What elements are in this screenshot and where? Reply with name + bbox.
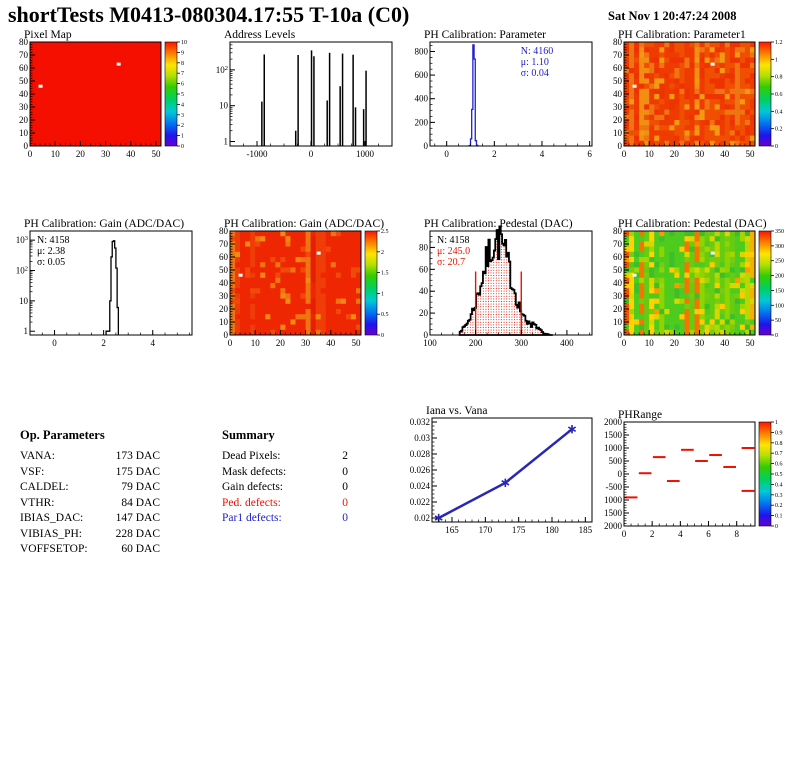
svg-text:4: 4: [181, 102, 184, 109]
svg-text:0.1: 0.1: [775, 513, 783, 520]
svg-text:50: 50: [775, 318, 781, 325]
svg-text:0: 0: [27, 149, 33, 159]
svg-text:0: 0: [423, 141, 428, 151]
panel-gain-map: [204, 217, 400, 351]
svg-text:0.7: 0.7: [775, 451, 783, 458]
svg-text:80: 80: [613, 37, 622, 47]
svg-text:20: 20: [613, 115, 622, 125]
row-label: Par1 defects:: [222, 512, 282, 524]
svg-text:N: 4160: N: 4160: [520, 46, 554, 57]
phrange-chart: [598, 408, 794, 542]
svg-text:1000: 1000: [604, 495, 622, 505]
svg-text:165: 165: [445, 525, 459, 535]
svg-text:60: 60: [219, 252, 228, 262]
svg-text:50: 50: [613, 265, 622, 275]
svg-text:0: 0: [621, 529, 627, 539]
svg-text:300: 300: [775, 243, 784, 250]
svg-text:80: 80: [219, 226, 228, 236]
svg-text:50: 50: [745, 338, 755, 348]
gain-map-chart: [204, 217, 400, 351]
summary-block: [222, 428, 348, 527]
svg-text:Iana vs. Vana: Iana vs. Vana: [426, 405, 488, 417]
row-label: IBIAS_DAC:: [20, 512, 84, 524]
row-label: CALDEL:: [20, 481, 69, 493]
svg-text:300: 300: [514, 338, 529, 348]
svg-text:0.03: 0.03: [414, 433, 430, 443]
table-row: [222, 496, 348, 512]
svg-text:10: 10: [181, 40, 187, 46]
svg-text:0: 0: [423, 330, 428, 340]
svg-text:0.032: 0.032: [409, 417, 430, 427]
svg-text:0.8: 0.8: [775, 440, 783, 447]
svg-text:10: 10: [613, 128, 622, 138]
svg-text:0: 0: [308, 149, 314, 159]
svg-text:40: 40: [720, 149, 730, 159]
row-label: Gain defects:: [222, 481, 283, 493]
row-value: 79 DAC: [121, 481, 160, 493]
svg-text:10: 10: [250, 338, 260, 348]
svg-text:40: 40: [326, 338, 336, 348]
svg-text:PH Calibration: Parameter1: PH Calibration: Parameter1: [618, 29, 746, 41]
svg-text:20: 20: [275, 338, 285, 348]
svg-text:30: 30: [101, 149, 111, 159]
svg-text:0.6: 0.6: [775, 92, 783, 98]
svg-text:40: 40: [126, 149, 136, 159]
svg-text:200: 200: [414, 117, 428, 128]
svg-text:2.5: 2.5: [381, 229, 389, 235]
svg-text:170: 170: [478, 525, 493, 535]
svg-text:Address Levels: Address Levels: [224, 29, 296, 41]
svg-text:60: 60: [613, 63, 622, 73]
page-title: shortTests M0413-080304.17:55 T-10a (C0): [8, 2, 410, 27]
svg-text:σ: 20.7: σ: 20.7: [437, 257, 466, 268]
row-value: 0: [342, 496, 348, 509]
svg-text:150: 150: [775, 288, 784, 295]
svg-text:103: $10^3$: [15, 235, 28, 246]
table-row: [20, 449, 160, 465]
svg-text:0: 0: [181, 144, 184, 150]
svg-text:30: 30: [301, 338, 311, 348]
svg-text:0.028: 0.028: [409, 449, 430, 459]
svg-text:0: 0: [444, 149, 449, 159]
table-row: [20, 542, 160, 558]
svg-text:40: 40: [419, 286, 428, 297]
svg-text:0: 0: [775, 333, 778, 339]
svg-text:100: 100: [423, 338, 437, 348]
svg-text:80: 80: [613, 226, 622, 236]
svg-text:102: $10^2$: [215, 64, 228, 75]
svg-text:40: 40: [19, 89, 28, 99]
svg-text:30: 30: [613, 291, 622, 301]
svg-text:1500: 1500: [604, 508, 622, 518]
table-row: [20, 511, 160, 527]
svg-text:20: 20: [419, 308, 428, 319]
svg-text:PH Calibration: Gain (ADC/DAC): PH Calibration: Gain (ADC/DAC): [24, 218, 185, 230]
svg-text:0.5: 0.5: [775, 472, 783, 478]
panel-pedestal-hist: [404, 217, 600, 351]
svg-text:80: 80: [419, 242, 428, 253]
svg-text:0: 0: [617, 141, 622, 151]
row-value: 0: [342, 481, 348, 493]
svg-text:500: 500: [608, 456, 622, 466]
svg-text:70: 70: [613, 50, 622, 60]
ph-parameter1-map-chart: [598, 28, 794, 162]
svg-text:102: $10^2$: [15, 265, 28, 276]
svg-text:30: 30: [695, 149, 705, 159]
svg-text:0.6: 0.6: [775, 461, 783, 468]
svg-text:20: 20: [19, 115, 28, 125]
svg-text:0.9: 0.9: [775, 430, 783, 437]
svg-text:30: 30: [695, 338, 705, 348]
svg-text:180: 180: [545, 525, 559, 535]
row-label: VSF:: [20, 465, 45, 478]
svg-text:0: 0: [775, 144, 778, 150]
summary-title: Summary: [222, 428, 275, 442]
svg-text:60: 60: [19, 63, 28, 73]
svg-text:3: 3: [181, 112, 184, 119]
row-label: VTHR:: [20, 496, 55, 509]
svg-text:10: 10: [644, 149, 654, 159]
svg-text:400: 400: [560, 338, 574, 348]
svg-text:PH Calibration: Parameter: PH Calibration: Parameter: [424, 29, 546, 41]
svg-text:0: 0: [621, 149, 627, 159]
svg-text:30: 30: [613, 102, 622, 112]
svg-text:9: 9: [181, 50, 184, 57]
op-parameters-block: [20, 428, 160, 558]
svg-text:70: 70: [613, 239, 622, 249]
row-label: Ped. defects:: [222, 496, 281, 509]
svg-text:PHRange: PHRange: [618, 409, 663, 421]
svg-text:80: 80: [19, 37, 28, 47]
table-row: [222, 480, 348, 496]
svg-text:50: 50: [745, 149, 755, 159]
svg-text:175: 175: [511, 525, 526, 535]
svg-text:2: 2: [381, 249, 384, 256]
svg-text:1000: 1000: [604, 443, 622, 453]
svg-text:1000: 1000: [356, 149, 374, 159]
svg-text:0: 0: [23, 141, 28, 151]
svg-text:0.026: 0.026: [409, 465, 430, 475]
row-label: VIBIAS_PH:: [20, 527, 82, 540]
svg-text:20: 20: [669, 338, 679, 348]
svg-text:-1000: -1000: [246, 149, 268, 159]
table-row: [222, 511, 348, 527]
svg-text:50: 50: [219, 265, 228, 275]
iana-vs-vana-chart: [404, 404, 600, 538]
table-row: [222, 449, 348, 465]
pixel-map-chart: [4, 28, 200, 162]
svg-text:σ: 0.04: σ: 0.04: [520, 68, 549, 79]
svg-text:μ: 2.38: μ: 2.38: [37, 246, 66, 257]
svg-text:2: 2: [492, 149, 497, 159]
svg-text:50: 50: [19, 76, 28, 86]
svg-text:30: 30: [219, 291, 228, 301]
svg-text:50: 50: [613, 76, 622, 86]
svg-text:250: 250: [775, 258, 784, 265]
svg-text:40: 40: [613, 278, 622, 288]
svg-text:0: 0: [52, 338, 57, 348]
svg-text:1500: 1500: [604, 430, 622, 440]
svg-text:N: 4158: N: 4158: [37, 235, 70, 246]
svg-text:0: 0: [227, 338, 233, 348]
table-row: [20, 496, 160, 512]
svg-text:20: 20: [613, 304, 622, 314]
svg-text:Pixel Map: Pixel Map: [24, 29, 72, 41]
svg-text:200: 200: [468, 338, 483, 348]
svg-text:PH Calibration: Gain (ADC/DAC): PH Calibration: Gain (ADC/DAC): [224, 218, 385, 230]
svg-text:10: 10: [19, 128, 28, 138]
svg-text:10: 10: [219, 100, 228, 111]
svg-text:μ: 1.10: μ: 1.10: [520, 57, 549, 68]
svg-text:10: 10: [644, 338, 654, 348]
table-row: [20, 480, 160, 496]
row-value: 173 DAC: [115, 450, 160, 462]
svg-text:20: 20: [219, 304, 228, 314]
svg-text:0.3: 0.3: [775, 492, 783, 499]
svg-text:1: 1: [181, 133, 184, 140]
svg-text:40: 40: [720, 338, 730, 348]
svg-text:50: 50: [151, 149, 161, 159]
svg-text:0: 0: [223, 330, 228, 340]
svg-text:40: 40: [219, 278, 228, 288]
svg-text:40: 40: [613, 89, 622, 99]
svg-text:5: 5: [181, 92, 184, 98]
svg-text:20: 20: [669, 149, 679, 159]
svg-text:0: 0: [775, 524, 778, 530]
svg-text:0.024: 0.024: [409, 481, 430, 491]
svg-text:1: 1: [23, 326, 28, 337]
svg-text:6: 6: [587, 149, 592, 159]
svg-text:1: 1: [775, 57, 778, 64]
svg-text:10: 10: [219, 317, 228, 327]
svg-text:70: 70: [219, 239, 228, 249]
pedestal-map-chart: [598, 217, 794, 351]
svg-text:30: 30: [19, 102, 28, 112]
panel-address-levels: [204, 28, 400, 162]
svg-text:0.02: 0.02: [414, 513, 430, 523]
panel-gain-hist: [4, 217, 200, 351]
svg-text:1: 1: [223, 136, 228, 147]
row-value: 0: [342, 465, 348, 478]
table-row: [20, 527, 160, 543]
row-value: 84 DAC: [121, 496, 160, 509]
svg-text:4: 4: [539, 149, 545, 159]
panel-iana-vs-vana: [404, 404, 600, 538]
svg-text:4: 4: [678, 529, 683, 539]
op-parameters-rows: [20, 449, 160, 558]
svg-text:-500: -500: [605, 482, 622, 492]
svg-text:10: 10: [613, 317, 622, 327]
panel-pixel-map: [4, 28, 200, 162]
svg-text:2: 2: [181, 123, 184, 130]
svg-text:400: 400: [414, 93, 428, 104]
svg-text:PH Calibration: Pedestal (DAC): PH Calibration: Pedestal (DAC): [618, 218, 767, 230]
svg-text:1.2: 1.2: [775, 40, 783, 46]
svg-text:50: 50: [351, 338, 361, 348]
svg-text:0.2: 0.2: [775, 126, 783, 133]
svg-text:8: 8: [734, 529, 739, 539]
svg-text:0.4: 0.4: [775, 109, 783, 116]
svg-text:σ: 0.05: σ: 0.05: [37, 257, 66, 268]
table-row: [20, 465, 160, 481]
svg-text:0.2: 0.2: [775, 503, 783, 510]
svg-text:350: 350: [775, 229, 784, 235]
row-label: VANA:: [20, 450, 55, 462]
svg-text:N: 4158: N: 4158: [437, 235, 470, 246]
svg-text:0: 0: [381, 333, 384, 339]
svg-text:1: 1: [381, 291, 384, 298]
svg-text:PH Calibration: Pedestal (DAC): PH Calibration: Pedestal (DAC): [424, 218, 573, 230]
svg-text:8: 8: [181, 60, 184, 67]
row-label: VOFFSETOP:: [20, 543, 88, 555]
row-label: Mask defects:: [222, 465, 287, 478]
svg-text:2000: 2000: [604, 521, 622, 531]
gain-hist-chart: [4, 217, 200, 351]
svg-text:2000: 2000: [604, 417, 622, 427]
ph-parameter-hist-chart: [404, 28, 600, 162]
svg-text:4: 4: [150, 338, 155, 348]
address-levels-chart: [204, 28, 400, 162]
svg-text:6: 6: [181, 81, 184, 88]
svg-text:10: 10: [19, 295, 28, 306]
svg-text:0.5: 0.5: [381, 312, 389, 319]
pedestal-hist-chart: [404, 217, 600, 351]
svg-text:μ: 245.0: μ: 245.0: [437, 246, 471, 257]
svg-text:100: 100: [775, 303, 784, 310]
svg-text:60: 60: [613, 252, 622, 262]
svg-text:0.8: 0.8: [775, 74, 783, 81]
svg-text:0: 0: [621, 338, 627, 348]
svg-text:0.022: 0.022: [409, 497, 430, 507]
svg-text:185: 185: [578, 525, 593, 535]
svg-text:70: 70: [19, 50, 28, 60]
svg-text:0: 0: [617, 469, 622, 479]
svg-text:2: 2: [649, 529, 655, 539]
svg-text:1.5: 1.5: [381, 270, 389, 277]
summary-rows: [222, 449, 348, 527]
panel-ph-parameter-hist: [404, 28, 600, 162]
row-value: 228 DAC: [115, 527, 160, 540]
row-value: 175 DAC: [115, 465, 160, 478]
row-label: Dead Pixels:: [222, 450, 281, 462]
row-value: 0: [342, 512, 348, 524]
svg-text:600: 600: [414, 70, 428, 81]
row-value: 2: [342, 450, 348, 462]
svg-text:7: 7: [181, 71, 184, 78]
timestamp: Sat Nov 1 20:47:24 2008: [608, 9, 737, 23]
svg-text:1: 1: [775, 420, 778, 426]
table-row: [222, 465, 348, 481]
panel-pedestal-map: [598, 217, 794, 351]
svg-text:0.4: 0.4: [775, 482, 783, 489]
svg-text:10: 10: [50, 149, 60, 159]
svg-text:2: 2: [101, 338, 106, 348]
svg-text:0: 0: [617, 330, 622, 340]
svg-text:20: 20: [75, 149, 85, 159]
panel-phrange: [598, 408, 794, 542]
svg-text:200: 200: [775, 273, 784, 280]
svg-text:6: 6: [706, 529, 711, 539]
row-value: 60 DAC: [121, 543, 160, 555]
svg-text:800: 800: [414, 46, 428, 57]
op-parameters-title: Op. Parameters: [20, 428, 105, 442]
panel-ph-parameter1-map: [598, 28, 794, 162]
row-value: 147 DAC: [115, 512, 160, 524]
svg-text:60: 60: [419, 264, 428, 275]
